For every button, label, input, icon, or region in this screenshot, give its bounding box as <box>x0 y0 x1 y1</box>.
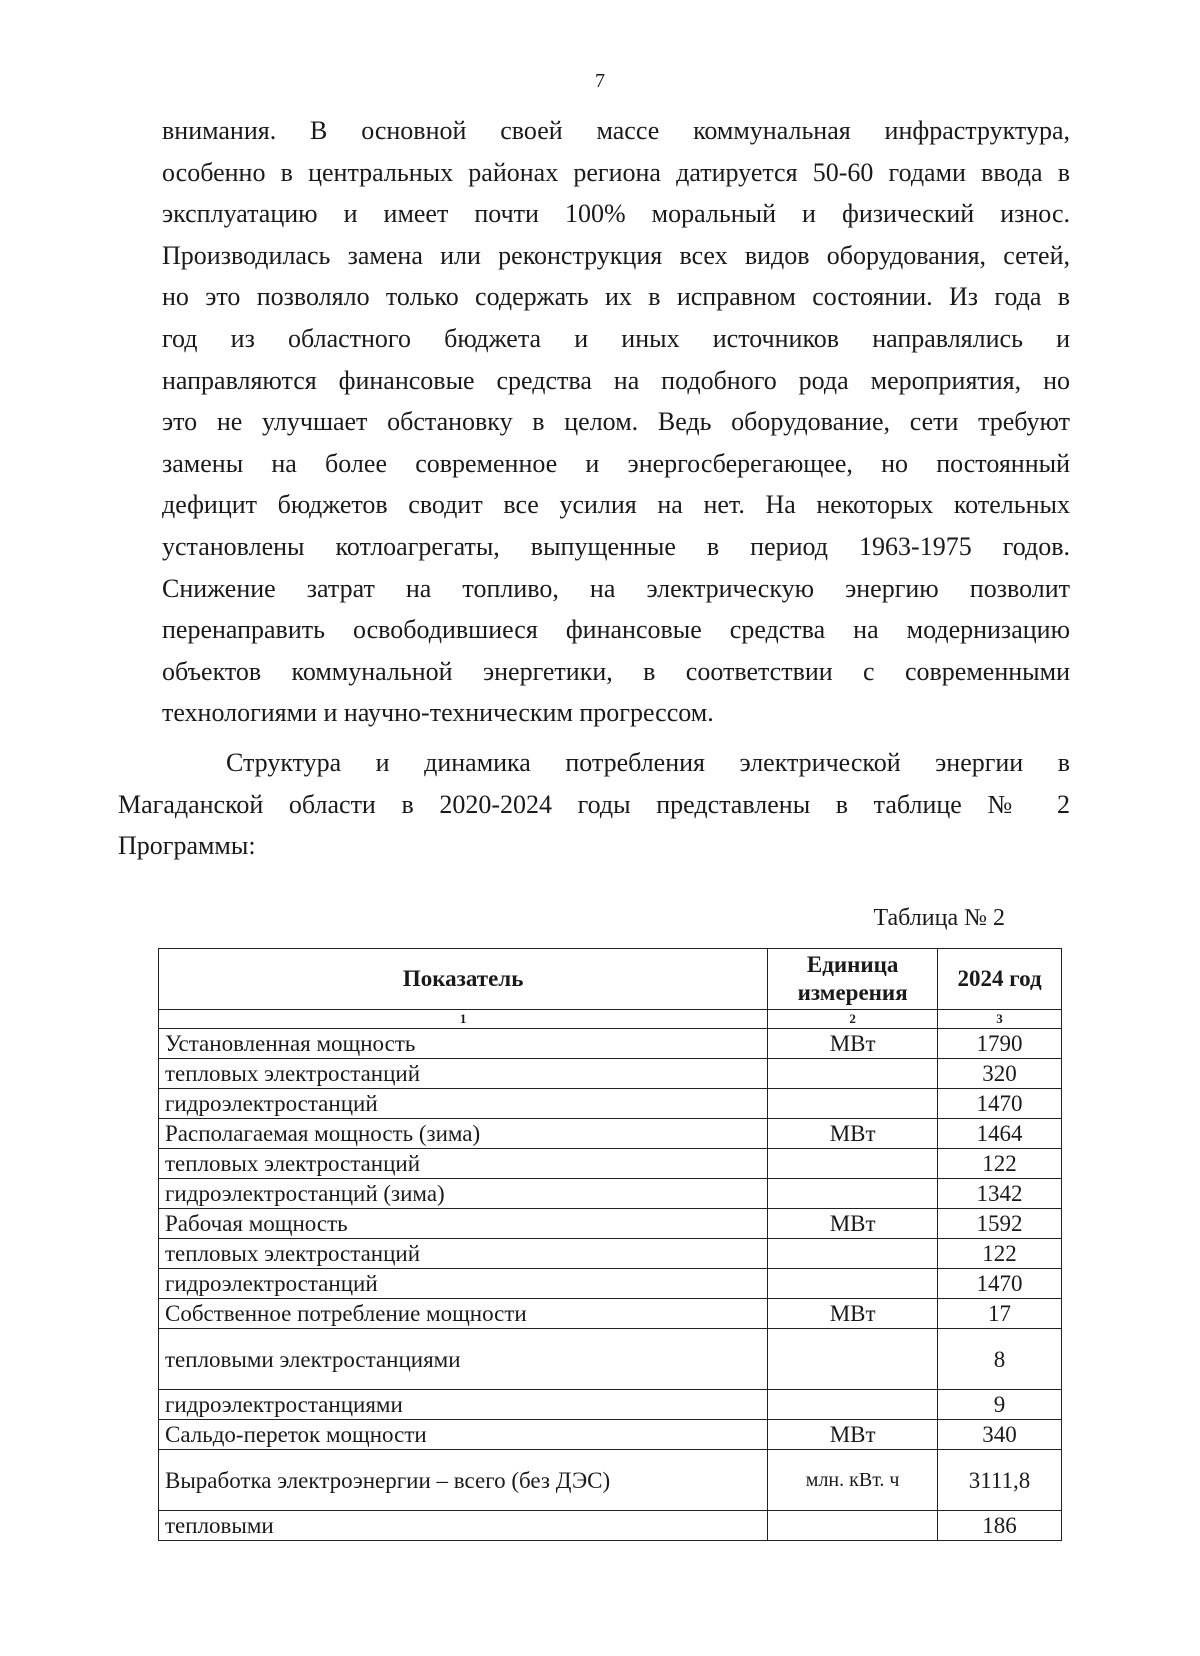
value-cell: 1464 <box>938 1119 1062 1149</box>
column-number: 3 <box>938 1010 1062 1029</box>
unit-cell <box>768 1239 938 1269</box>
unit-cell: МВт <box>768 1119 938 1149</box>
value-cell: 1592 <box>938 1209 1062 1239</box>
table-row <box>159 1299 1062 1329</box>
indicator-cell: Рабочая мощность <box>159 1209 768 1239</box>
text-line: замены на более современное и энергосберегающее, но постоянный <box>162 448 1070 478</box>
column-number: 2 <box>768 1010 938 1029</box>
text-line: внимания. В основной своей массе коммунальная инфраструктура, <box>162 116 1070 145</box>
table-row <box>159 1119 1062 1149</box>
table-row <box>159 1390 1062 1420</box>
table-row <box>159 1511 1062 1541</box>
value-cell: 8 <box>938 1329 1062 1390</box>
indicator-cell: тепловых электростанций <box>159 1149 768 1179</box>
table-row <box>159 1209 1062 1239</box>
indicator-cell: Установленная мощность <box>159 1029 768 1059</box>
value-cell: 122 <box>938 1239 1062 1269</box>
body-paragraph <box>162 110 1070 734</box>
text-line: установлены котлоагрегаты, выпущенные в период 1963-1975 годов. <box>162 531 1070 561</box>
table-row <box>159 1059 1062 1089</box>
unit-cell <box>768 1511 938 1541</box>
table-row <box>159 1149 1062 1179</box>
value-cell: 186 <box>938 1511 1062 1541</box>
indicator-cell: Располагаемая мощность (зима) <box>159 1119 768 1149</box>
table-row <box>159 1089 1062 1119</box>
column-number: 1 <box>159 1010 768 1029</box>
text-line: особенно в центральных районах региона датируется 50-60 годами ввода в <box>162 157 1070 187</box>
unit-cell: МВт <box>768 1299 938 1329</box>
table-caption: Таблица № 2 <box>873 905 1005 931</box>
unit-cell: млн. кВт. ч <box>768 1450 938 1511</box>
value-cell: 9 <box>938 1390 1062 1420</box>
header-indicator: Показатель <box>159 949 768 1010</box>
value-cell: 1342 <box>938 1179 1062 1209</box>
unit-cell <box>768 1329 938 1390</box>
indicator-cell: гидроэлектростанций <box>159 1269 768 1299</box>
table-body <box>159 1029 1062 1541</box>
indicator-cell: тепловыми <box>159 1511 768 1541</box>
table-row <box>159 1179 1062 1209</box>
indicator-cell: гидроэлектростанциями <box>159 1390 768 1420</box>
text-line: Производилась замена или реконструкция всех видов оборудования, сетей, <box>162 240 1070 270</box>
text-line: Магаданской области в 2020-2024 годы представлены в таблице № 2 <box>118 789 1070 819</box>
text-line: Структура и динамика потребления электрической энергии в <box>226 748 1070 777</box>
indicator-cell: тепловых электростанций <box>159 1239 768 1269</box>
indicator-cell: Выработка электроэнергии – всего (без ДЭС) <box>159 1450 768 1511</box>
value-cell: 17 <box>938 1299 1062 1329</box>
unit-cell: МВт <box>768 1029 938 1059</box>
text-line: Снижение затрат на топливо, на электрическую энергию позволит <box>162 573 1070 603</box>
table-row <box>159 1450 1062 1511</box>
text-line: год из областного бюджета и иных источников направлялись и <box>162 323 1070 353</box>
intro-paragraph <box>118 742 1070 867</box>
table-row <box>159 1269 1062 1299</box>
table-row <box>159 1029 1062 1059</box>
power-indicators-table <box>158 948 1062 1541</box>
text-line: дефицит бюджетов сводит все усилия на нет. На некоторых котельных <box>162 490 1070 520</box>
unit-cell <box>768 1179 938 1209</box>
table-header-row <box>159 949 1062 1010</box>
text-line: эксплуатацию и имеет почти 100% моральный и физический износ. <box>162 199 1070 229</box>
value-cell: 1470 <box>938 1089 1062 1119</box>
value-cell: 3111,8 <box>938 1450 1062 1511</box>
value-cell: 122 <box>938 1149 1062 1179</box>
text-line: но это позволяло только содержать их в исправном состоянии. Из года в <box>162 282 1070 312</box>
value-cell: 340 <box>938 1420 1062 1450</box>
indicator-cell: гидроэлектростанций (зима) <box>159 1179 768 1209</box>
page-number: 7 <box>595 70 605 92</box>
indicator-cell: тепловыми электростанциями <box>159 1329 768 1390</box>
indicator-cell: Собственное потребление мощности <box>159 1299 768 1329</box>
text-line: технологиями и научно-техническим прогрессом. <box>162 698 714 728</box>
table-row <box>159 1329 1062 1390</box>
header-unit: Единица измерения <box>768 949 938 1010</box>
text-line: объектов коммунальной энергетики, в соответствии с современными <box>162 656 1070 686</box>
unit-cell <box>768 1059 938 1089</box>
unit-cell: МВт <box>768 1209 938 1239</box>
table-row <box>159 1420 1062 1450</box>
unit-cell: МВт <box>768 1420 938 1450</box>
unit-cell <box>768 1269 938 1299</box>
text-line: направляются финансовые средства на подобного рода мероприятия, но <box>162 365 1070 395</box>
unit-cell <box>768 1390 938 1420</box>
text-line: это не улучшает обстановку в целом. Ведь оборудование, сети требуют <box>162 407 1070 437</box>
indicator-cell: тепловых электростанций <box>159 1059 768 1089</box>
indicator-cell: Сальдо-переток мощности <box>159 1420 768 1450</box>
column-number-row <box>159 1010 1062 1029</box>
value-cell: 1470 <box>938 1269 1062 1299</box>
table-row <box>159 1239 1062 1269</box>
indicator-cell: гидроэлектростанций <box>159 1089 768 1119</box>
unit-cell <box>768 1149 938 1179</box>
text-line: Программы: <box>118 831 256 861</box>
unit-cell <box>768 1089 938 1119</box>
value-cell: 320 <box>938 1059 1062 1089</box>
value-cell: 1790 <box>938 1029 1062 1059</box>
header-year: 2024 год <box>938 949 1062 1010</box>
text-line: перенаправить освободившиеся финансовые средства на модернизацию <box>162 615 1070 645</box>
